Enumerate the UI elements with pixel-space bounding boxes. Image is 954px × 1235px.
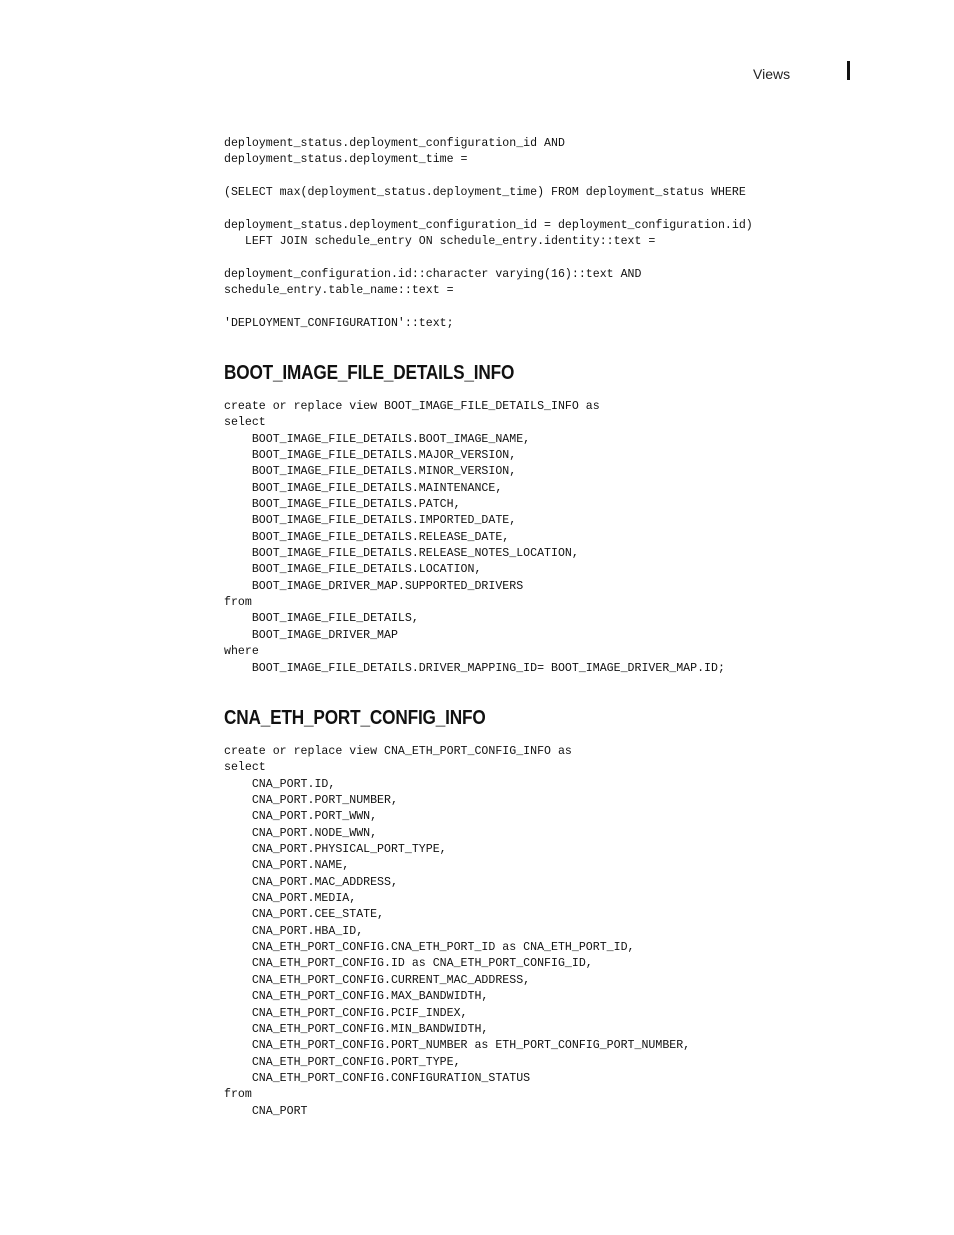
code-block-cna-eth-port-config-info: create or replace view CNA_ETH_PORT_CONFIG_INFO as select CNA_PORT.ID, CNA_PORT.PORT_NUMBER, CNA_PORT.PORT_WWN, CNA_PORT.NODE_WWN, CNA_PORT.PHYSICAL_PORT_TYPE, CNA_PORT.NAME, CNA_PORT.MAC_ADDRESS, CNA_PORT.MEDIA, CNA_PORT.CEE_STATE, CNA_PORT.HBA_ID, CNA_ETH_PORT_CONFIG.CNA_ETH_PORT_ID as CNA_ETH_PORT_ID, CNA_ETH_PORT_CONFIG.ID as CNA_ETH_PORT_CONFIG_ID, CNA_ETH_PORT_CONFIG.CURRENT_MAC_ADDRESS, CNA_ETH_PORT_CONFIG.MAX_BANDWIDTH, CNA_ETH_PORT_CONFIG.PCIF_INDEX, CNA_ETH_PORT_CONFIG.MIN_BANDWIDTH, CNA_ETH_PORT_CONFIG.PORT_NUMBER as ETH_PORT_CONFIG_PORT_NUMBER, CNA_ETH_PORT_CONFIG.PORT_TYPE, CNA_ETH_PORT_CONFIG.CONFIGURATION_STATUS from CNA_PORT — [224, 745, 691, 1118]
code-block-deployment-continuation: deployment_status.deployment_configuration_id AND deployment_status.deployment_time = (SELECT max(deployment_status.deployment_time) FROM deployment_status WHERE deployment_status.deployment_configuration_id = deployment_configuration.id) LEFT JOIN schedule_entry ON schedule_entry.identity::text = deployment_configuration.id::character varying(16)::text AND schedule_entry.table_name::text = 'DEPLOYMENT_CONFIGURATION'::text; — [224, 137, 753, 330]
section-heading-cna-eth-port-config-info: CNA_ETH_PORT_CONFIG_INFO — [224, 707, 486, 729]
section-heading-boot-image-file-details-info: BOOT_IMAGE_FILE_DETAILS_INFO — [224, 362, 515, 384]
header-marker-bar — [847, 61, 850, 80]
running-header-section: Views — [753, 66, 791, 82]
code-block-boot-image-file-details-info: create or replace view BOOT_IMAGE_FILE_DETAILS_INFO as select BOOT_IMAGE_FILE_DETAILS.BOOT_IMAGE_NAME, BOOT_IMAGE_FILE_DETAILS.MAJOR_VERSION, BOOT_IMAGE_FILE_DETAILS.MINOR_VERSION, BOOT_IMAGE_FILE_DETAILS.MAINTENANCE, BOOT_IMAGE_FILE_DETAILS.PATCH, BOOT_IMAGE_FILE_DETAILS.IMPORTED_DATE, BOOT_IMAGE_FILE_DETAILS.RELEASE_DATE, BOOT_IMAGE_FILE_DETAILS.RELEASE_NOTES_LOCATION, BOOT_IMAGE_FILE_DETAILS.LOCATION, BOOT_IMAGE_DRIVER_MAP.SUPPORTED_DRIVERS from BOOT_IMAGE_FILE_DETAILS, BOOT_IMAGE_DRIVER_MAP where BOOT_IMAGE_FILE_DETAILS.DRIVER_MAPPING_ID= BOOT_IMAGE_DRIVER_MAP.ID; — [224, 400, 725, 675]
